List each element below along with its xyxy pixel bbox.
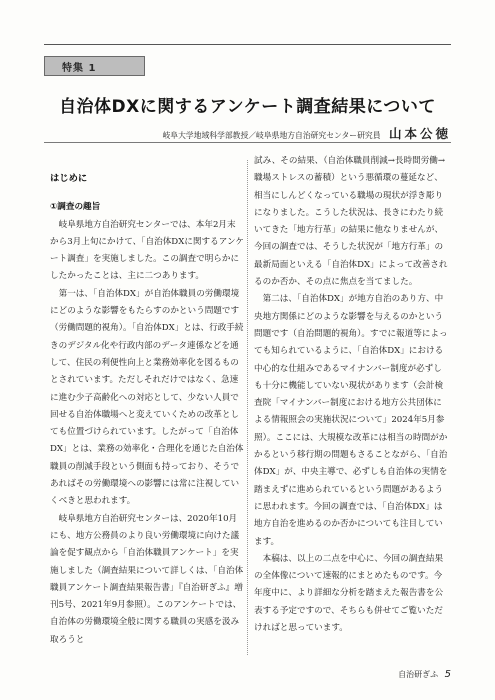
top-rule	[44, 44, 451, 45]
byline	[163, 124, 452, 142]
header-rule	[44, 142, 451, 143]
paragraph: 岐阜県地方自治研究センターは、2020年10月にも、地方公務員のより良い労働環境に向けた議論を促す観点から「自治体職員アンケート」を実施しました（調査結果について詳しくは、「自治体職員アンケート調査結果報告書」『自治研ぎふ』増刊5号、2021年9月参照）。このアンケートでは、自治体の労働環境全般に関する職員の実感を汲み取ろうと	[50, 513, 244, 645]
author-affiliation: 岐阜大学地域科学部教授／岐阜県地方自治研究センター研究員	[162, 131, 381, 140]
left-column	[50, 153, 244, 649]
paragraph: 試み、その結果、（自治体職員削減→長時間労働→職場ストレスの蓄積）という悪循環の蔓延など、相当にしんどくなっている職場の現状が浮き彫りになりました。こうした状況は、長きにわたり続いてきた「地方行革」の結果に他なりませんが、今回の調査では、そうした状況が「地方行革」の最新局面といえる「自治体DX」によって改善されるのか否か、その点に焦点を当てました。	[254, 156, 448, 288]
paragraph: 第一は、「自治体DX」が自治体職員の労働環境にどのような影響をもたらすのかという問題です（労働問題的視角）。「自治体DX」とは、行政手続きのデジタル化や行政内部のデータ連係などを通して、住民の利便性向上と業務効率化を図るものとされています。ただしそれだけではなく、急速に進む少子高齢化への対応として、少ない人員で回せる自治体職場へと変えていくための改革としても位置づけられています。したがって「自治体DX」とは、業務の効率化・合理化を通じた自治体職員の削減手段という側面も持っており、そうであればその労働環境への影響には常に注視していくべきと思われます。	[50, 288, 244, 507]
page-footer	[398, 669, 451, 680]
journal-name: 自治研ぎふ	[398, 670, 439, 679]
paragraph: 岐阜県地方自治研究センターでは、本年2月末から3月上旬にかけて、「自治体DXに関するアンケート調査」を実施しました。この調査で明らかにしたかったことは、主に二つあります。	[50, 219, 244, 282]
article-title: 自治体DXに関するアンケート調査結果について	[59, 97, 436, 117]
page-number: 5	[444, 669, 451, 680]
subheading: ①調査の趣旨	[50, 202, 101, 213]
paragraph: 本稿は、以上の二点を中心に、今回の調査結果の全体像について速報的にまとめたものです。今年度中に、より詳細な分析を踏まえた報告書を公表する予定ですので、そちらも併せてご覧いただければと思っています。	[254, 553, 444, 634]
section-tag-label: 特集 1	[62, 63, 97, 74]
author-name: 山本公徳	[388, 126, 451, 141]
column-divider	[247, 160, 248, 655]
section-heading: はじめに	[50, 173, 88, 184]
paragraph: 第二は、「自治体DX」が地方自治のあり方、中央地方関係にどのような影響を与えるのかという問題です（自治問題的視角）。すでに報道等によっても知られているように、「自治体DX」における中心的な仕組みであるマイナンバー制度が必ずしも十分に機能していない現状があります（会計検査院「マイナンバー制度における地方公共団体による情報照会の実施状況について」2024年5月参照）。ここには、大規模な改革には相当の時間がかかるという移行期の問題もさることながら、「自治体DX」が、中央主導で、必ずしも自治体の実情を踏まえずに進められているという問題があるように思われます。今回の調査では、「自治体DX」は地方自治を進めるのか否かについても注目しています。	[254, 294, 448, 547]
right-column	[254, 153, 448, 637]
